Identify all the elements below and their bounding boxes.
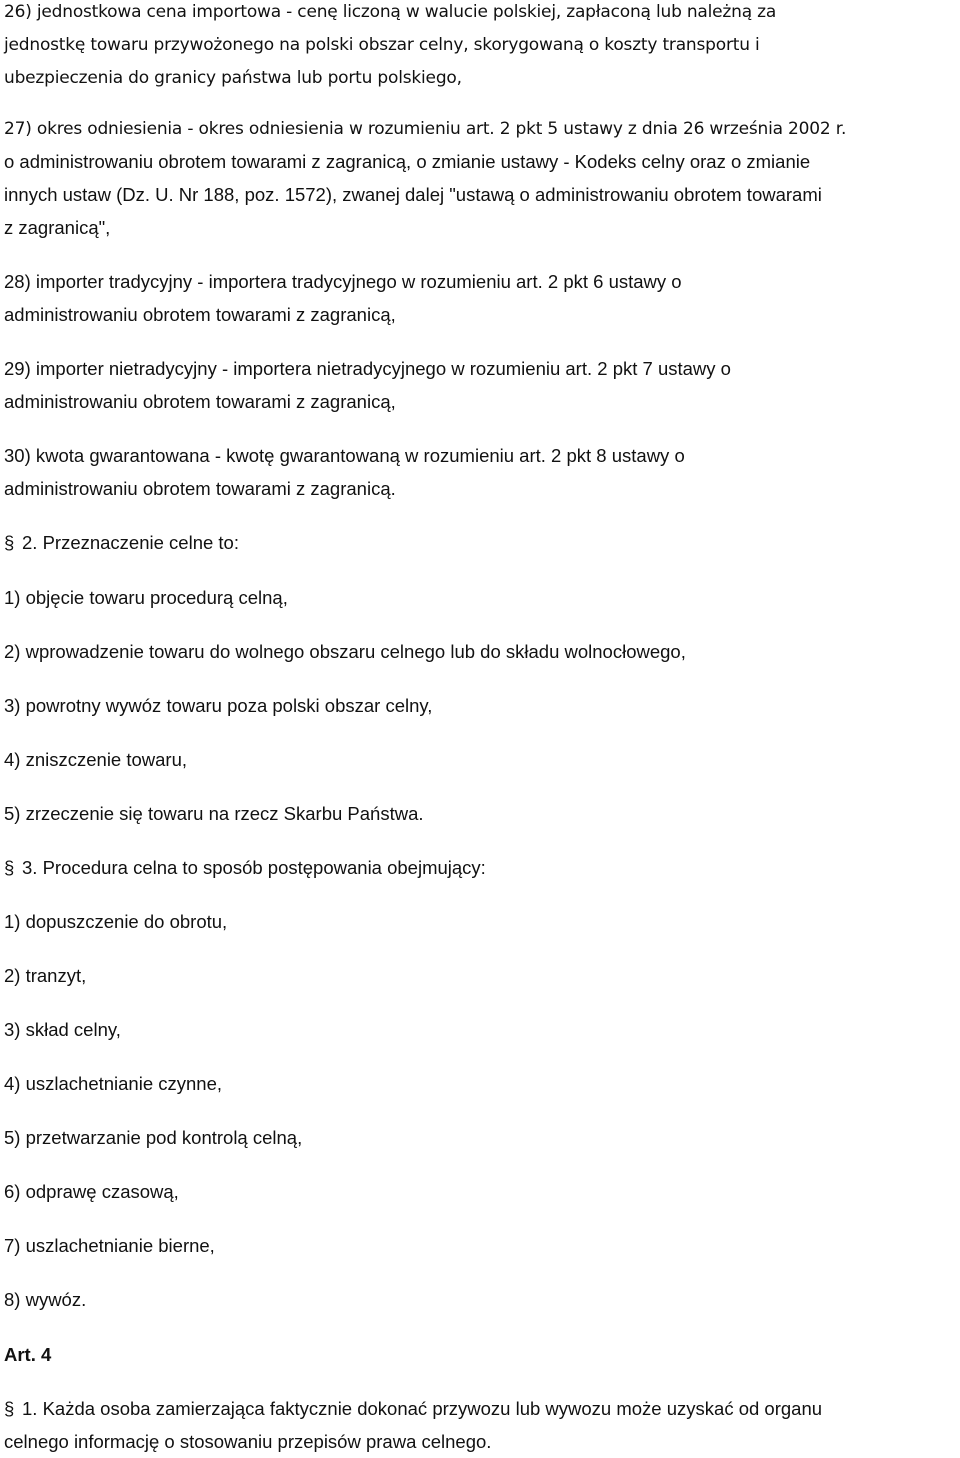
definition-30-line-1: 30) kwota gwarantowana - kwotę gwarantowaną w rozumieniu art. 2 pkt 8 ustawy o [4,445,685,466]
section-sign: § [4,532,15,553]
procedure-item-6: 6) odprawę czasową, [4,1181,179,1202]
section-sign: § [4,1398,15,1419]
definition-27-line-1: 27) okres odniesienia - okres odniesienia w rozumieniu art. 2 pkt 5 ustawy z dnia 26 września 2002 r. [4,119,847,139]
section-3-heading [4,857,486,879]
definition-28-line-1: 28) importer tradycyjny - importera tradycyjnego w rozumieniu art. 2 pkt 6 ustawy o [4,271,682,292]
procedure-item-2: 2) tranzyt, [4,965,87,986]
procedure-item-3: 3) skład celny, [4,1019,121,1040]
definition-26-line-1: 26) jednostkowa cena importowa - cenę liczoną w walucie polskiej, zapłaconą lub należną za [4,2,777,22]
section-2-heading [4,532,239,554]
definition-26-line-2: jednostkę towaru przywożonego na polski obszar celny, skorygowaną o koszty transportu i [4,35,760,55]
definition-30-line-2: administrowaniu obrotem towarami z zagranicą. [4,478,396,499]
definition-27-line-2: o administrowaniu obrotem towarami z zagranicą, o zmianie ustawy - Kodeks celny oraz o zmianie [4,151,811,172]
definition-28-line-2: administrowaniu obrotem towarami z zagranicą, [4,304,396,325]
list-item-1: 1) objęcie towaru procedurą celną, [4,587,288,608]
procedure-item-5: 5) przetwarzanie pod kontrolą celną, [4,1127,303,1148]
definition-26-line-3: ubezpieczenia do granicy państwa lub portu polskiego, [4,68,462,88]
list-item-2: 2) wprowadzenie towaru do wolnego obszaru celnego lub do składu wolnocłowego, [4,641,686,662]
definition-29-line-2: administrowaniu obrotem towarami z zagranicą, [4,391,396,412]
list-item-5: 5) zrzeczenie się towaru na rzecz Skarbu Państwa. [4,803,424,824]
section-2-text: 2. Przeznaczenie celne to: [22,532,239,553]
article-4-heading: Art. 4 [4,1344,52,1365]
definition-27-line-3: innych ustaw (Dz. U. Nr 188, poz. 1572), zwanej dalej "ustawą o administrowaniu obrotem towarami [4,184,822,205]
article-4-section-1-line-2: celnego informację o stosowaniu przepisów prawa celnego. [4,1431,492,1452]
list-item-4: 4) zniszczenie towaru, [4,749,188,770]
section-1-text: 1. Każda osoba zamierzająca faktycznie dokonać przywozu lub wywozu może uzyskać od organu [22,1398,823,1419]
article-4-section-1-line-1 [4,1398,822,1420]
definition-29-line-1: 29) importer nietradycyjny - importera nietradycyjnego w rozumieniu art. 2 pkt 7 ustawy o [4,358,731,379]
list-item-3: 3) powrotny wywóz towaru poza polski obszar celny, [4,695,433,716]
procedure-item-1: 1) dopuszczenie do obrotu, [4,911,228,932]
procedure-item-8: 8) wywóz. [4,1289,87,1310]
definition-27-line-4: z zagranicą", [4,217,111,238]
procedure-item-7: 7) uszlachetnianie bierne, [4,1235,215,1256]
procedure-item-4: 4) uszlachetnianie czynne, [4,1073,223,1094]
section-3-text: 3. Procedura celna to sposób postępowania obejmujący: [22,857,486,878]
section-sign: § [4,857,15,878]
